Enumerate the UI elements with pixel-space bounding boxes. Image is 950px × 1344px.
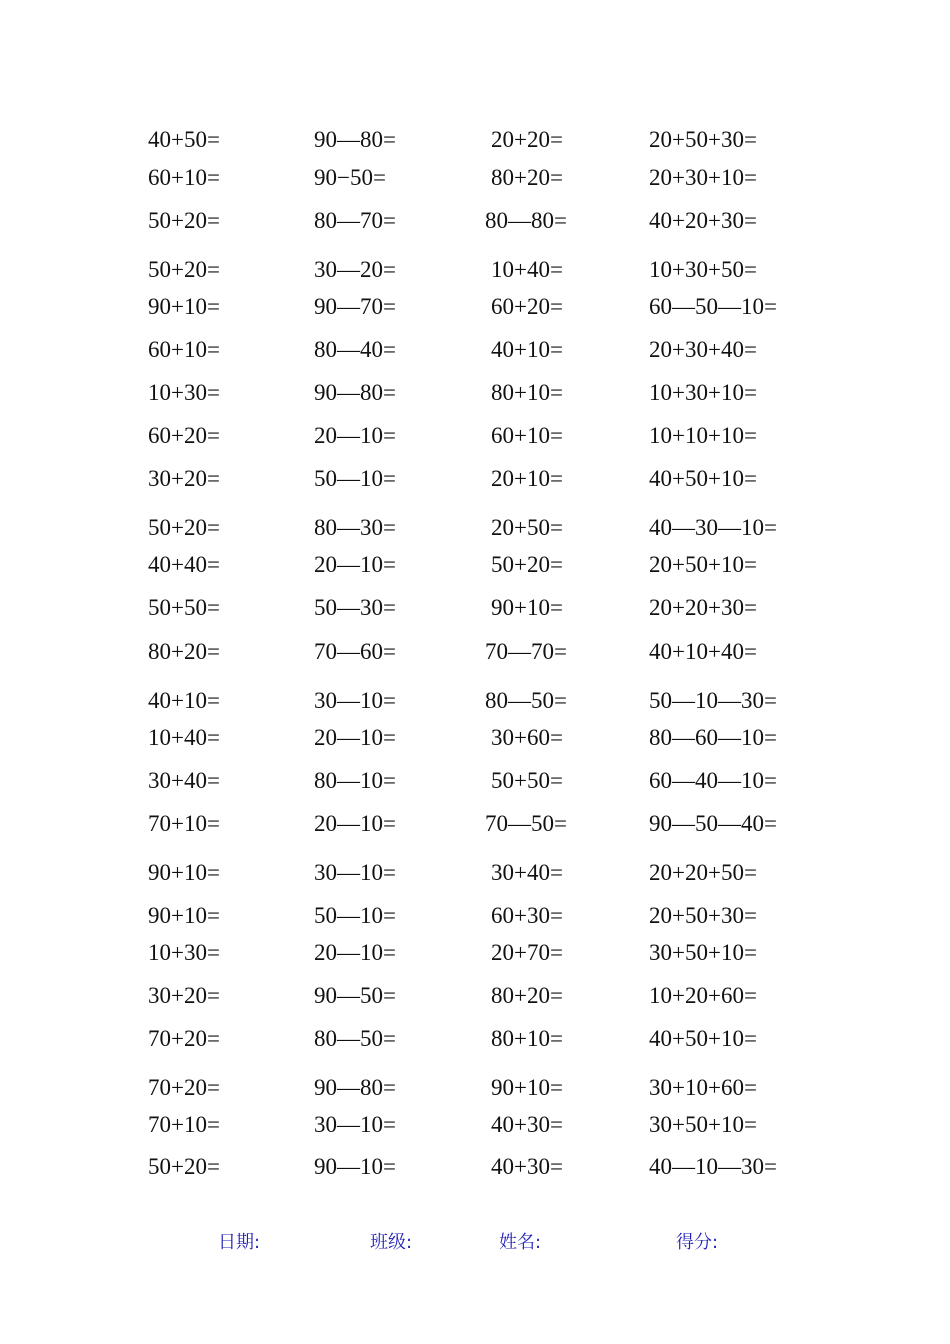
problem-cell: 20+20+30= <box>649 595 757 620</box>
problem-cell: 20+10= <box>491 466 563 491</box>
problem-cell: 70+10= <box>148 811 220 836</box>
problem-cell: 80—80= <box>485 208 567 233</box>
problem-cell: 50+50= <box>491 768 563 793</box>
problem-row <box>0 901 950 931</box>
problem-cell: 10+30+50= <box>649 257 757 282</box>
problem-row <box>0 335 950 365</box>
problem-cell: 30+40= <box>148 768 220 793</box>
problem-cell: 50—10= <box>314 903 396 928</box>
problem-cell: 80+20= <box>491 165 563 190</box>
problem-cell: 20+30+40= <box>649 337 757 362</box>
problem-cell: 90+10= <box>148 903 220 928</box>
problem-cell: 50—10= <box>314 466 396 491</box>
problem-row <box>0 593 950 623</box>
problem-cell: 80—10= <box>314 768 396 793</box>
problem-cell: 60+10= <box>148 165 220 190</box>
problem-cell: 30+50+10= <box>649 940 757 965</box>
problem-cell: 20+50+10= <box>649 552 757 577</box>
problem-cell: 80—40= <box>314 337 396 362</box>
problem-cell: 40—10—30= <box>649 1154 777 1179</box>
problem-cell: 90—80= <box>314 380 396 405</box>
problem-cell: 70—50= <box>485 811 567 836</box>
problem-cell: 50+20= <box>491 552 563 577</box>
problem-cell: 30+20= <box>148 983 220 1008</box>
problem-cell: 50+20= <box>148 257 220 282</box>
problem-cell: 20+20= <box>491 127 563 152</box>
problem-cell: 50+20= <box>148 515 220 540</box>
problem-cell: 60+30= <box>491 903 563 928</box>
problem-cell: 40+50= <box>148 127 220 152</box>
problem-cell: 80+10= <box>491 380 563 405</box>
problem-cell: 40+50+10= <box>649 466 757 491</box>
problem-row <box>0 550 950 580</box>
problem-cell: 70+10= <box>148 1112 220 1137</box>
problem-cell: 10+40= <box>148 725 220 750</box>
problem-cell: 10+20+60= <box>649 983 757 1008</box>
problem-row <box>0 513 950 543</box>
problem-cell: 10+30= <box>148 380 220 405</box>
problem-cell: 70+20= <box>148 1026 220 1051</box>
problem-cell: 20+20+50= <box>649 860 757 885</box>
problem-cell: 40+30= <box>491 1154 563 1179</box>
problem-cell: 60+20= <box>148 423 220 448</box>
problem-cell: 60+10= <box>148 337 220 362</box>
problem-cell: 40+40= <box>148 552 220 577</box>
problem-cell: 70+20= <box>148 1075 220 1100</box>
problem-row <box>0 421 950 451</box>
problem-cell: 90−50= <box>314 165 386 190</box>
problem-cell: 90—80= <box>314 1075 396 1100</box>
problem-cell: 20—10= <box>314 725 396 750</box>
problem-row <box>0 1152 950 1182</box>
problem-cell: 80—70= <box>314 208 396 233</box>
problem-cell: 40+10+40= <box>649 639 757 664</box>
problem-row <box>0 255 950 285</box>
problem-cell: 30+50+10= <box>649 1112 757 1137</box>
problem-cell: 90—10= <box>314 1154 396 1179</box>
problem-row <box>0 809 950 839</box>
problem-row <box>0 1024 950 1054</box>
problem-row <box>0 981 950 1011</box>
problem-cell: 20+50+30= <box>649 127 757 152</box>
problem-cell: 50+50= <box>148 595 220 620</box>
problem-cell: 40+30= <box>491 1112 563 1137</box>
problem-cell: 80+20= <box>148 639 220 664</box>
problem-cell: 20+50+30= <box>649 903 757 928</box>
problem-cell: 90—50—40= <box>649 811 777 836</box>
problem-row <box>0 858 950 888</box>
problem-cell: 80+20= <box>491 983 563 1008</box>
problem-cell: 40+50+10= <box>649 1026 757 1051</box>
problem-cell: 60+20= <box>491 294 563 319</box>
problem-row <box>0 1110 950 1140</box>
problem-cell: 90+10= <box>491 1075 563 1100</box>
problem-row <box>0 206 950 236</box>
name-label: 姓名: <box>499 1232 542 1253</box>
date-label: 日期: <box>218 1232 261 1253</box>
problem-row <box>0 464 950 494</box>
problem-cell: 20+50= <box>491 515 563 540</box>
problem-row <box>0 637 950 667</box>
problem-cell: 90+10= <box>491 595 563 620</box>
problem-cell: 80—30= <box>314 515 396 540</box>
problem-cell: 80—60—10= <box>649 725 777 750</box>
problem-cell: 90—50= <box>314 983 396 1008</box>
score-label: 得分: <box>676 1232 719 1253</box>
problem-cell: 90+10= <box>148 860 220 885</box>
problem-cell: 10+30+10= <box>649 380 757 405</box>
problem-cell: 40—30—10= <box>649 515 777 540</box>
problem-cell: 70—60= <box>314 639 396 664</box>
problem-row <box>0 125 950 155</box>
problem-cell: 30+40= <box>491 860 563 885</box>
problem-cell: 30—10= <box>314 1112 396 1137</box>
problem-cell: 30—10= <box>314 860 396 885</box>
problem-cell: 70—70= <box>485 639 567 664</box>
class-label: 班级: <box>370 1232 413 1253</box>
problem-row <box>0 163 950 193</box>
problem-cell: 20+70= <box>491 940 563 965</box>
problem-cell: 10+10+10= <box>649 423 757 448</box>
problem-cell: 30—20= <box>314 257 396 282</box>
problem-cell: 10+40= <box>491 257 563 282</box>
problem-cell: 40+10= <box>148 688 220 713</box>
problem-row <box>0 766 950 796</box>
problem-cell: 20—10= <box>314 811 396 836</box>
problem-cell: 30+10+60= <box>649 1075 757 1100</box>
worksheet-footer <box>0 1228 950 1258</box>
problem-row <box>0 938 950 968</box>
problem-row <box>0 378 950 408</box>
problem-row <box>0 292 950 322</box>
problem-cell: 20—10= <box>314 552 396 577</box>
problem-cell: 60+10= <box>491 423 563 448</box>
problem-cell: 40+20+30= <box>649 208 757 233</box>
problem-cell: 60—40—10= <box>649 768 777 793</box>
problem-cell: 90—70= <box>314 294 396 319</box>
problem-cell: 20—10= <box>314 423 396 448</box>
problem-cell: 80—50= <box>314 1026 396 1051</box>
problem-cell: 30+20= <box>148 466 220 491</box>
problem-cell: 50+20= <box>148 1154 220 1179</box>
problem-cell: 90+10= <box>148 294 220 319</box>
problem-cell: 90—80= <box>314 127 396 152</box>
problem-cell: 50+20= <box>148 208 220 233</box>
problem-row <box>0 686 950 716</box>
problem-cell: 50—10—30= <box>649 688 777 713</box>
problem-cell: 30+60= <box>491 725 563 750</box>
problem-cell: 20—10= <box>314 940 396 965</box>
problem-cell: 30—10= <box>314 688 396 713</box>
problem-row <box>0 1073 950 1103</box>
problem-cell: 40+10= <box>491 337 563 362</box>
problem-cell: 80+10= <box>491 1026 563 1051</box>
problem-cell: 10+30= <box>148 940 220 965</box>
problem-cell: 50—30= <box>314 595 396 620</box>
problem-cell: 80—50= <box>485 688 567 713</box>
problem-row <box>0 723 950 753</box>
problem-cell: 60—50—10= <box>649 294 777 319</box>
problem-cell: 20+30+10= <box>649 165 757 190</box>
